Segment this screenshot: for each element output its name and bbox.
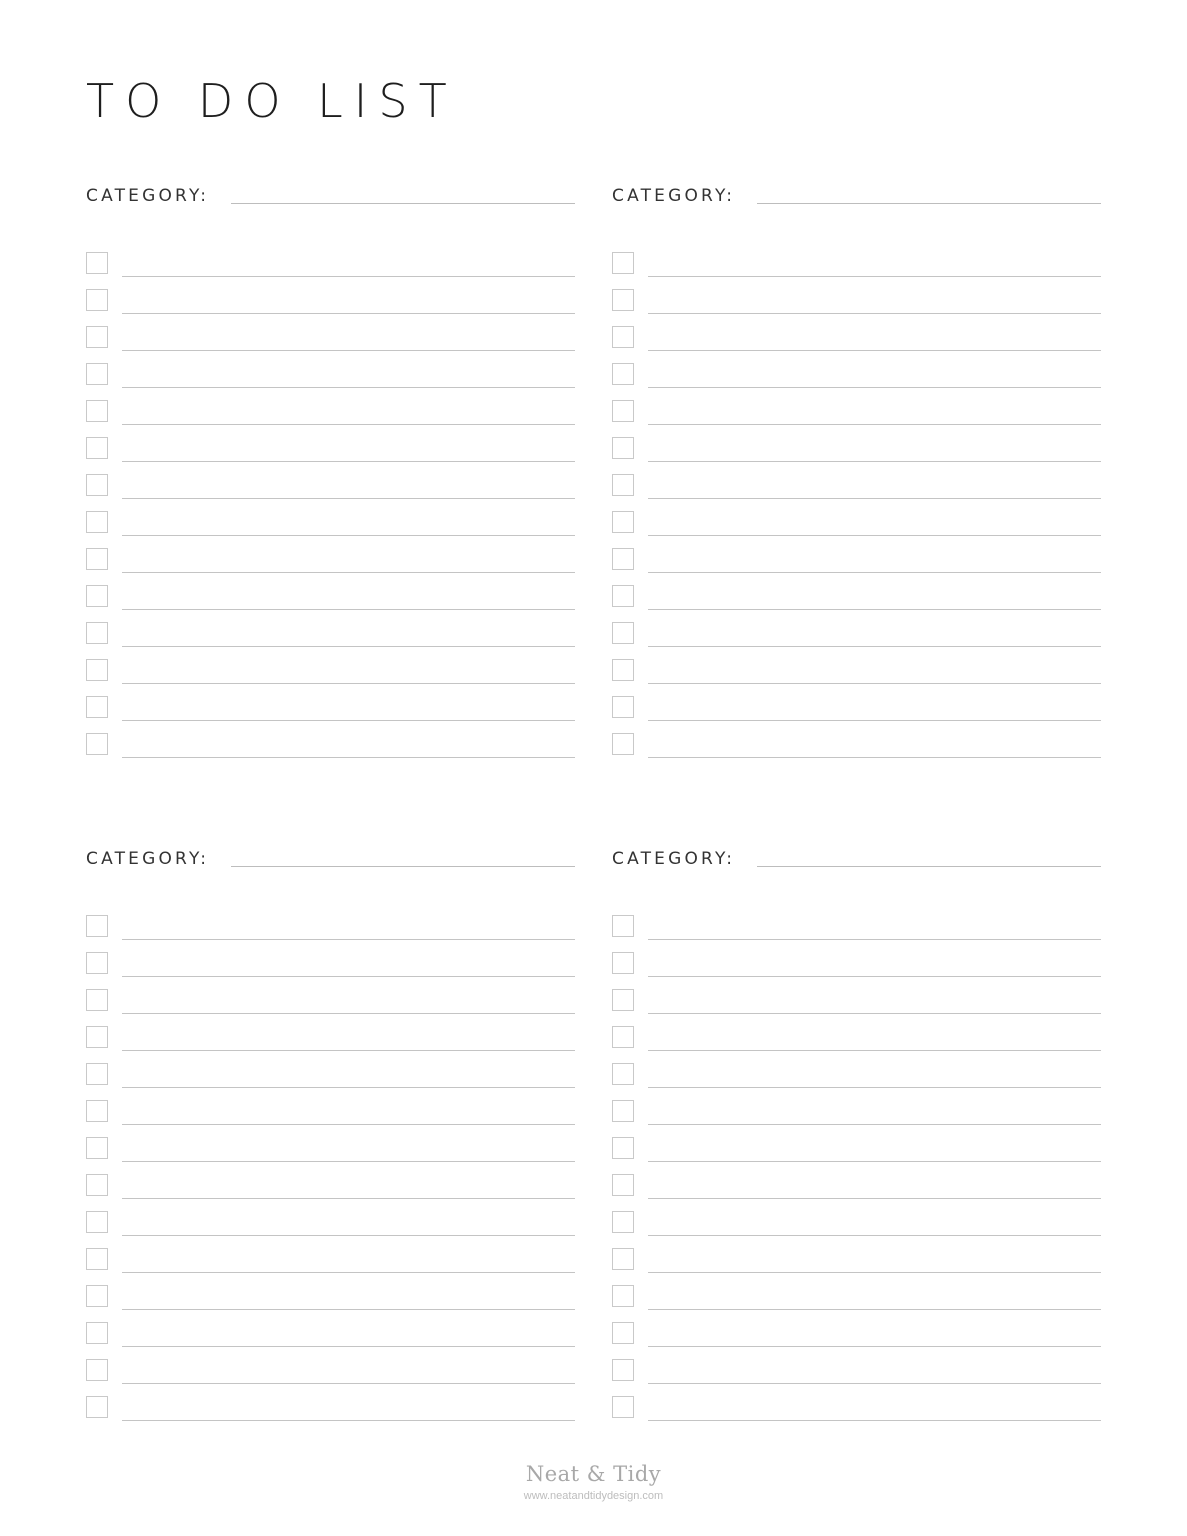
task-input-line[interactable]	[122, 1346, 575, 1347]
checkbox[interactable]	[612, 289, 634, 311]
task-input-line[interactable]	[648, 1013, 1101, 1014]
category-input-line[interactable]	[231, 866, 575, 867]
checkbox[interactable]	[612, 585, 634, 607]
checklist-item	[612, 326, 1101, 350]
task-input-line[interactable]	[648, 535, 1101, 536]
checkbox[interactable]	[86, 1211, 108, 1233]
checkbox[interactable]	[612, 252, 634, 274]
checklist-item	[612, 622, 1101, 646]
checklist-item	[86, 1174, 575, 1198]
checkbox[interactable]	[612, 952, 634, 974]
task-input-line[interactable]	[122, 313, 575, 314]
checkbox[interactable]	[612, 1174, 634, 1196]
task-input-line[interactable]	[648, 1198, 1101, 1199]
checklist-item	[612, 548, 1101, 572]
checkbox[interactable]	[86, 1100, 108, 1122]
task-input-line[interactable]	[648, 276, 1101, 277]
task-input-line[interactable]	[122, 1198, 575, 1199]
task-input-line[interactable]	[122, 1420, 575, 1421]
brand-url: www.neatandtidydesign.com	[523, 1490, 664, 1502]
checkbox[interactable]	[86, 659, 108, 681]
task-input-line[interactable]	[122, 1013, 575, 1014]
checkbox[interactable]	[86, 1359, 108, 1381]
task-input-line[interactable]	[648, 939, 1101, 940]
checkbox[interactable]	[86, 474, 108, 496]
footer	[0, 1464, 1187, 1502]
task-input-line[interactable]	[648, 1272, 1101, 1273]
checklist-item	[86, 1211, 575, 1235]
checklist-item	[86, 548, 575, 572]
task-input-line[interactable]	[648, 1124, 1101, 1125]
checklist-item	[86, 622, 575, 646]
checkbox[interactable]	[86, 1137, 108, 1159]
checklist-item	[612, 696, 1101, 720]
checkbox[interactable]	[612, 1100, 634, 1122]
checkbox[interactable]	[612, 1137, 634, 1159]
checklist-item	[86, 511, 575, 535]
checklist-item	[612, 1026, 1101, 1050]
task-input-line[interactable]	[648, 1235, 1101, 1236]
category-input-line[interactable]	[757, 866, 1101, 867]
checkbox[interactable]	[612, 363, 634, 385]
checklist-item	[612, 659, 1101, 683]
checkbox[interactable]	[86, 548, 108, 570]
checklist-item	[86, 1063, 575, 1087]
checkbox[interactable]	[86, 252, 108, 274]
task-input-line[interactable]	[648, 1346, 1101, 1347]
checkbox[interactable]	[612, 696, 634, 718]
checkbox[interactable]	[612, 659, 634, 681]
category-row	[612, 851, 1101, 881]
checklist-item	[612, 437, 1101, 461]
task-input-line[interactable]	[122, 939, 575, 940]
checklist-item	[612, 252, 1101, 276]
checkbox[interactable]	[86, 989, 108, 1011]
task-input-line[interactable]	[122, 535, 575, 536]
task-input-line[interactable]	[648, 1050, 1101, 1051]
checkbox[interactable]	[86, 437, 108, 459]
category-input-line[interactable]	[757, 203, 1101, 204]
task-input-line[interactable]	[648, 976, 1101, 977]
category-row	[86, 188, 575, 218]
task-input-line[interactable]	[122, 1235, 575, 1236]
checkbox[interactable]	[86, 733, 108, 755]
category-row	[612, 188, 1101, 218]
task-input-line[interactable]	[648, 313, 1101, 314]
checklist-item	[612, 1063, 1101, 1087]
checklist-item	[86, 696, 575, 720]
task-input-line[interactable]	[122, 387, 575, 388]
task-input-line[interactable]	[122, 1124, 575, 1125]
checklist-item	[612, 1322, 1101, 1346]
checkbox[interactable]	[86, 1396, 108, 1418]
task-input-line[interactable]	[122, 609, 575, 610]
task-input-line[interactable]	[648, 609, 1101, 610]
task-input-line[interactable]	[648, 683, 1101, 684]
checklist-item	[86, 1396, 575, 1420]
task-input-line[interactable]	[122, 683, 575, 684]
checkbox[interactable]	[612, 1285, 634, 1307]
task-input-line[interactable]	[648, 720, 1101, 721]
checkbox[interactable]	[86, 696, 108, 718]
checklist-item	[86, 363, 575, 387]
checkbox[interactable]	[86, 1174, 108, 1196]
task-input-line[interactable]	[122, 720, 575, 721]
checklist-item	[86, 400, 575, 424]
checkbox[interactable]	[86, 363, 108, 385]
checklist-item	[612, 1359, 1101, 1383]
task-input-line[interactable]	[648, 572, 1101, 573]
checkbox[interactable]	[612, 474, 634, 496]
checkbox[interactable]	[612, 1026, 634, 1048]
checkbox[interactable]	[86, 1322, 108, 1344]
task-input-line[interactable]	[648, 1309, 1101, 1310]
category-input-line[interactable]	[231, 203, 575, 204]
checklist-item	[612, 1248, 1101, 1272]
task-input-line[interactable]	[122, 572, 575, 573]
checklist-item	[612, 952, 1101, 976]
category-label: CATEGORY:	[86, 186, 210, 206]
checkbox[interactable]	[86, 1026, 108, 1048]
checklist-item	[86, 915, 575, 939]
category-label: CATEGORY:	[612, 186, 736, 206]
task-input-line[interactable]	[122, 350, 575, 351]
checkbox[interactable]	[86, 915, 108, 937]
category-label: CATEGORY:	[86, 849, 210, 869]
checklist-item	[86, 952, 575, 976]
checkbox[interactable]	[612, 1248, 634, 1270]
checklist-item	[86, 585, 575, 609]
task-input-line[interactable]	[648, 757, 1101, 758]
checklist-item	[612, 1137, 1101, 1161]
task-input-line[interactable]	[122, 424, 575, 425]
task-input-line[interactable]	[648, 1161, 1101, 1162]
checkbox[interactable]	[86, 1248, 108, 1270]
checkbox[interactable]	[612, 1396, 634, 1418]
checklist-item	[86, 989, 575, 1013]
checkbox[interactable]	[612, 511, 634, 533]
checkbox[interactable]	[86, 952, 108, 974]
checkbox[interactable]	[86, 1063, 108, 1085]
checkbox[interactable]	[86, 326, 108, 348]
checkbox[interactable]	[612, 915, 634, 937]
checkbox[interactable]	[612, 400, 634, 422]
checklist-item	[612, 585, 1101, 609]
checklist-item	[612, 915, 1101, 939]
checklist-item	[612, 1174, 1101, 1198]
checkbox[interactable]	[612, 1211, 634, 1233]
checkbox[interactable]	[612, 1359, 634, 1381]
task-input-line[interactable]	[648, 1087, 1101, 1088]
checkbox[interactable]	[612, 989, 634, 1011]
checklist-item	[86, 659, 575, 683]
checklist-item	[86, 1100, 575, 1124]
checklist-item	[86, 1285, 575, 1309]
checklist-item	[86, 326, 575, 350]
checkbox[interactable]	[86, 511, 108, 533]
task-input-line[interactable]	[122, 461, 575, 462]
checklist-item	[612, 400, 1101, 424]
task-input-line[interactable]	[122, 1087, 575, 1088]
task-input-line[interactable]	[122, 1383, 575, 1384]
checklist-item	[86, 252, 575, 276]
checkbox[interactable]	[612, 437, 634, 459]
task-input-line[interactable]	[648, 498, 1101, 499]
brand-logo: Neat & Tidy	[525, 1462, 662, 1486]
checklist-item	[612, 733, 1101, 757]
checkbox[interactable]	[612, 1063, 634, 1085]
task-input-line[interactable]	[648, 350, 1101, 351]
checklist-item	[86, 437, 575, 461]
category-label: CATEGORY:	[612, 849, 736, 869]
checklist-item	[86, 289, 575, 313]
task-input-line[interactable]	[122, 498, 575, 499]
task-input-line[interactable]	[122, 1050, 575, 1051]
task-input-line[interactable]	[648, 461, 1101, 462]
checklist-item	[612, 989, 1101, 1013]
checklist-item	[612, 363, 1101, 387]
checkbox[interactable]	[86, 289, 108, 311]
checklist-item	[86, 474, 575, 498]
checklist-item	[612, 474, 1101, 498]
page-title: TO DO LIST	[86, 74, 458, 128]
checkbox[interactable]	[86, 585, 108, 607]
task-input-line[interactable]	[122, 1161, 575, 1162]
checklist-item	[86, 1359, 575, 1383]
task-input-line[interactable]	[648, 424, 1101, 425]
checklist-item	[86, 1137, 575, 1161]
task-input-line[interactable]	[122, 976, 575, 977]
checkbox[interactable]	[612, 548, 634, 570]
checklist-item	[612, 289, 1101, 313]
task-input-line[interactable]	[648, 646, 1101, 647]
task-input-line[interactable]	[122, 1272, 575, 1273]
task-input-line[interactable]	[122, 646, 575, 647]
checklist-item	[86, 1248, 575, 1272]
category-row	[86, 851, 575, 881]
checkbox[interactable]	[86, 400, 108, 422]
checkbox[interactable]	[612, 622, 634, 644]
task-input-line[interactable]	[648, 387, 1101, 388]
task-input-line[interactable]	[648, 1420, 1101, 1421]
task-input-line[interactable]	[648, 1383, 1101, 1384]
checklist-item	[612, 1211, 1101, 1235]
checklist-item	[612, 1396, 1101, 1420]
checkbox[interactable]	[612, 733, 634, 755]
checklist-item	[86, 1026, 575, 1050]
checkbox[interactable]	[612, 1322, 634, 1344]
task-input-line[interactable]	[122, 276, 575, 277]
task-input-line[interactable]	[122, 1309, 575, 1310]
checklist-item	[612, 1100, 1101, 1124]
checkbox[interactable]	[86, 622, 108, 644]
checklist-item	[612, 511, 1101, 535]
checklist-item	[86, 733, 575, 757]
task-input-line[interactable]	[122, 757, 575, 758]
checklist-item	[86, 1322, 575, 1346]
checkbox[interactable]	[612, 326, 634, 348]
checkbox[interactable]	[86, 1285, 108, 1307]
checklist-item	[612, 1285, 1101, 1309]
